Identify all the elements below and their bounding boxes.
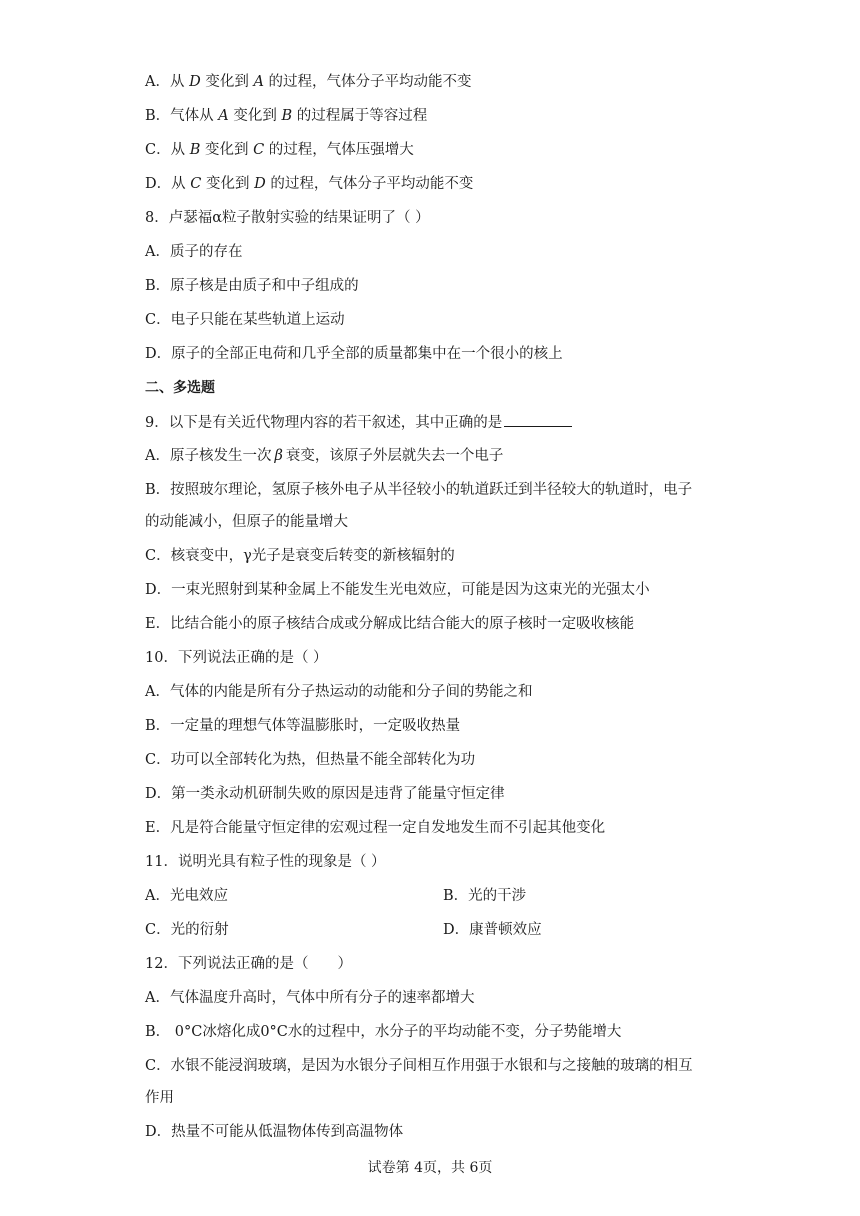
q7-a-text: A．从 [145,74,190,90]
q7-d-var2: D [254,176,266,192]
q9-a-prefix: A．原子核发生一次 [145,448,272,464]
q7-b-text: B．气体从 [145,108,219,124]
q9-option-b-line1: B．按照玻尔理论，氢原子核外电子从半径较小的轨道跃迁到半径较大的轨道时，电子 [145,482,693,498]
q10-option-a: A．气体的内能是所有分子热运动的动能和分子间的势能之和 [145,684,533,700]
q8-option-d: D．原子的全部正电荷和几乎全部的质量都集中在一个很小的核上 [145,346,563,362]
q12-option-c-line1: C．水银不能浸润玻璃，是因为水银分子间相互作用强于水银和与之接触的玻璃的相互 [145,1058,693,1074]
q7-b-var1: A [218,108,229,124]
q9-stem [145,412,572,433]
q8-option-a: A．质子的存在 [145,244,243,260]
q12-option-d: D．热量不可能从低温物体传到高温物体 [145,1124,404,1140]
q12-stem: 12．下列说法正确的是（ ） [145,956,352,972]
q7-option-a [145,72,472,92]
q7-c-var1: B [189,142,201,158]
q7-a-suffix: 的过程，气体分子平均动能不变 [263,74,472,90]
q10-option-e: E．凡是符合能量守恒定律的宏观过程一定自发地发生而不引起其他变化 [145,820,606,836]
q10-option-d: D．第一类永动机研制失败的原因是违背了能量守恒定律 [145,786,505,802]
q7-b-suffix: 的过程属于等容过程 [292,108,428,124]
q7-option-d [145,174,473,194]
q9-a-suffix: 衰变，该原子外层就失去一个电子 [285,448,504,464]
q7-option-c [145,140,414,160]
q11-option-b: B．光的干涉 [443,888,527,904]
q8-option-c: C．电子只能在某些轨道上运动 [145,312,345,328]
q9-option-a [145,446,503,466]
q7-a-var2: A [253,74,264,90]
q9-stem-text: 9．以下是有关近代物理内容的若干叙述，其中正确的是 [145,415,503,431]
q9-option-c: C．核衰变中，γ光子是衰变后转变的新核辐射的 [145,548,455,564]
answer-blank[interactable] [504,412,572,427]
section-heading-multi-choice: 二、多选题 [145,380,215,396]
q12-option-b: B． 0°C冰熔化成0°C水的过程中，水分子的平均动能不变，分子势能增大 [145,1024,622,1040]
q8-option-b: B．原子核是由质子和中子组成的 [145,278,359,294]
q9-a-beta-symbol: β [274,448,283,464]
q10-stem: 10．下列说法正确的是（ ） [145,650,328,666]
q7-c-mid: 变化到 [200,142,254,158]
q7-d-mid: 变化到 [201,176,255,192]
q7-c-text: C．从 [145,142,190,158]
q10-option-c: C．功可以全部转化为热，但热量不能全部转化为功 [145,752,476,768]
q12-option-c-line2: 作用 [145,1090,174,1106]
q9-option-d: D．一束光照射到某种金属上不能发生光电效应，可能是因为这束光的光强太小 [145,582,650,598]
q8-stem: 8．卢瑟福α粒子散射实验的结果证明了（ ） [145,210,430,226]
q7-b-var2: B [281,108,293,124]
q7-d-var1: C [190,176,202,192]
q11-stem: 11．说明光具有粒子性的现象是（ ） [145,854,386,870]
page-footer: 试卷第 4页，共 6页 [367,1160,493,1176]
q7-option-b [145,106,427,126]
q11-option-c: C．光的衍射 [145,922,229,938]
q7-a-mid: 变化到 [200,74,254,90]
q10-option-b: B．一定量的理想气体等温膨胀时，一定吸收热量 [145,718,461,734]
q7-d-text: D．从 [145,176,191,192]
q7-d-suffix: 的过程，气体分子平均动能不变 [265,176,474,192]
q7-c-var2: C [253,142,265,158]
q7-c-suffix: 的过程，气体压强增大 [264,142,414,158]
q11-option-d: D．康普顿效应 [443,922,542,938]
q11-option-a: A．光电效应 [145,888,228,904]
q9-option-e: E．比结合能小的原子核结合成或分解成比结合能大的原子核时一定吸收核能 [145,616,635,632]
q7-b-mid: 变化到 [228,108,282,124]
q12-option-a: A．气体温度升高时，气体中所有分子的速率都增大 [145,990,475,1006]
q7-a-var1: D [189,74,201,90]
q9-option-b-line2: 的动能减小，但原子的能量增大 [145,514,348,530]
